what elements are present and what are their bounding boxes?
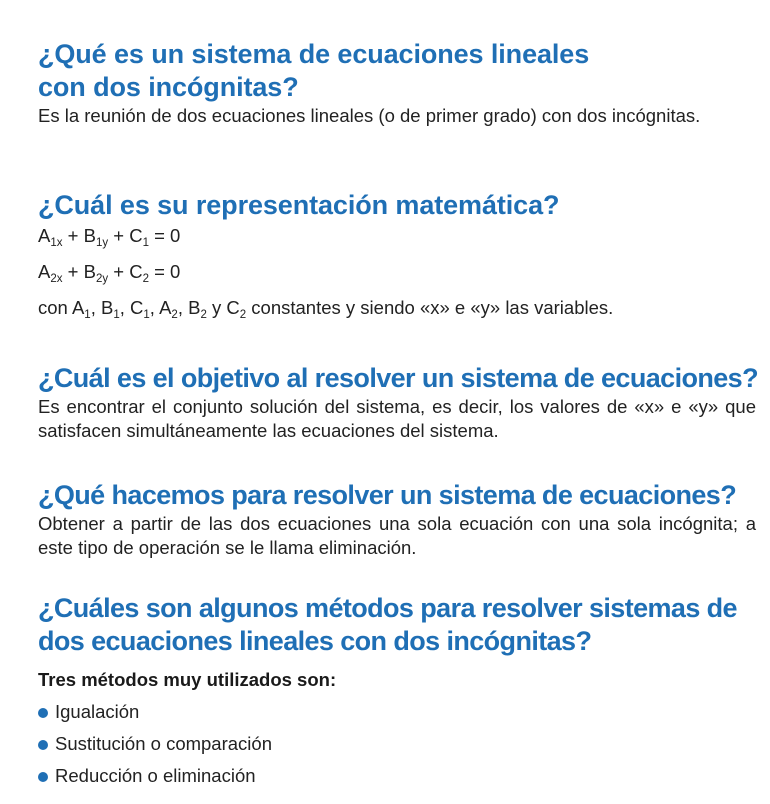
list-item: Sustitución o comparación	[38, 732, 756, 756]
equation-2: $A_{2x} + B_{2y} + C_2 = 0$	[38, 261, 181, 285]
section-methods	[38, 592, 756, 788]
definition-text: Es la reunión de dos ecuaciones lineales (o de primer grado) con dos incógnitas.	[38, 105, 701, 126]
bullet-icon	[38, 708, 48, 718]
heading-methods: ¿Cuáles son algunos métodos para resolver sistemas de dos ecuaciones lineales con dos incógnitas?	[38, 593, 737, 656]
heading-objective: ¿Cuál es el objetivo al resolver un sistema de ecuaciones?	[38, 363, 758, 393]
constants-line: con $A_1$, $B_1$, $C_1$, $A_2$, $B_2$ y $C_2$ constantes y siendo «x» e «y» las variables.	[38, 297, 614, 321]
heading-representation: ¿Cuál es su representación matemática?	[38, 190, 560, 220]
heading-definition: ¿Qué es un sistema de ecuaciones lineales con dos incógnitas?	[38, 39, 590, 102]
section-objective	[38, 362, 756, 443]
methods-lead: Tres métodos muy utilizados son:	[38, 669, 337, 690]
objective-text: Es encontrar el conjunto solución del sistema, es decir, los valores de «x» e «y» que satisfacen simultáneamente las ecuaciones del sistema.	[38, 396, 756, 441]
procedure-text: Obtener a partir de las dos ecuaciones una sola ecuación con una sola incógnita; a este tipo de operación se le llama eliminación.	[38, 513, 756, 558]
section-definition	[38, 38, 756, 128]
heading-procedure: ¿Qué hacemos para resolver un sistema de ecuaciones?	[38, 480, 737, 510]
bullet-icon	[38, 772, 48, 782]
section-representation	[38, 189, 756, 320]
equation-1: $A_{1x} + B_{1y} + C_1 = 0$	[38, 225, 181, 249]
list-item: Igualación	[38, 700, 756, 724]
list-item: Reducción o eliminación	[38, 764, 756, 788]
section-procedure	[38, 479, 756, 560]
methods-list	[38, 700, 756, 788]
bullet-icon	[38, 740, 48, 750]
